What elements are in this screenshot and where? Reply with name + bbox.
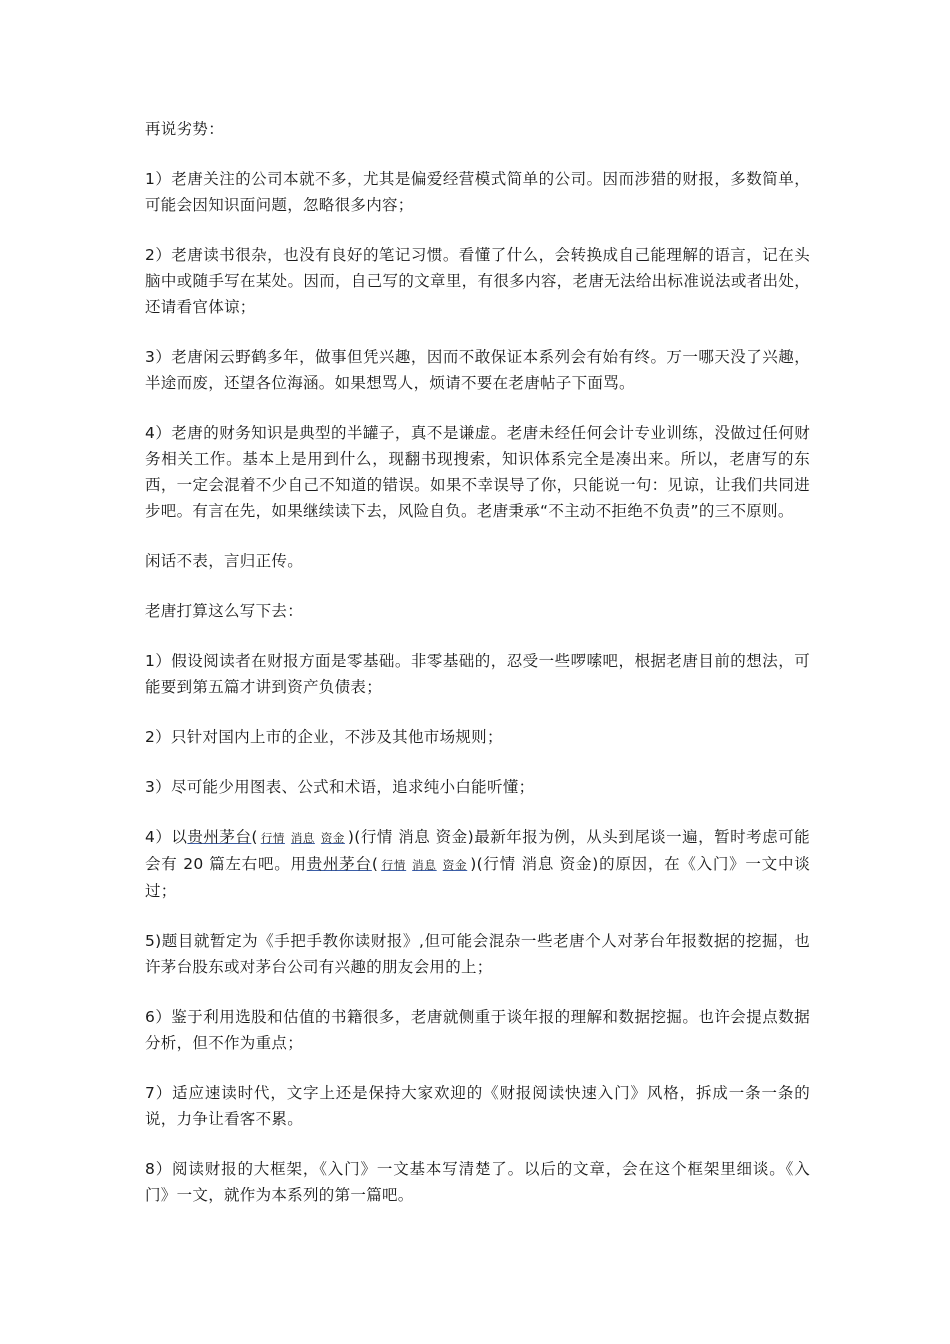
- quote-link[interactable]: 行情: [260, 831, 285, 845]
- quote-link[interactable]: 行情: [381, 858, 407, 872]
- text-segment: (: [371, 855, 379, 873]
- text-segment: 4）以: [145, 828, 188, 846]
- news-link[interactable]: 消息: [290, 831, 315, 845]
- paragraph-plan-1: 1）假设阅读者在财报方面是零基础。非零基础的，忍受一些啰嗦吧，根据老唐目前的想法，可能要到第五篇才讲到资产负债表；: [145, 652, 810, 696]
- paragraph-plan-4: [145, 824, 810, 904]
- paragraph-plan-3: 3）尽可能少用图表、公式和术语，追求纯小白能听懂；: [145, 778, 535, 796]
- paragraph-plan-2: 2）只针对国内上市的企业，不涉及其他市场规则；: [145, 728, 503, 746]
- stock-link-moutai[interactable]: 贵州茅台: [187, 828, 252, 846]
- paragraph-disadvantages-heading: 再说劣势：: [145, 120, 225, 138]
- paragraph-disadvantage-4: 4）老唐的财务知识是典型的半罐子，真不是谦虚。老唐未经任何会计专业训练，没做过任何财务相关工作。基本上是用到什么，现翻书现搜索，知识体系完全是凑出来。所以，老唐写的东西，一定会混着不少自己不知道的错误。如果不幸误导了你，只能说一句：见谅，让我们共同进步吧。有言在先，如果继续读下去，风险自负。老唐秉承“不主动不拒绝不负责”的三不原则。: [145, 424, 810, 520]
- paragraph-disadvantage-2: 2）老唐读书很杂，也没有良好的笔记习惯。看懂了什么，会转换成自己能理解的语言，记在头脑中或随手写在某处。因而，自己写的文章里，有很多内容，老唐无法给出标准说法或者出处，还请看官体谅；: [145, 246, 810, 316]
- paragraph-transition: 闲话不表，言归正传。: [145, 552, 304, 570]
- paragraph-disadvantage-1: 1）老唐关注的公司本就不多，尤其是偏爱经营模式简单的公司。因而涉猎的财报，多数简单，可能会因知识面问题，忽略很多内容；: [145, 170, 810, 214]
- paragraph-disadvantage-3: 3）老唐闲云野鹤多年，做事但凭兴趣，因而不敢保证本系列会有始有终。万一哪天没了兴趣，半途而废，还望各位海涵。如果想骂人，烦请不要在老唐帖子下面骂。: [145, 348, 810, 392]
- paragraph-plan-heading: 老唐打算这么写下去：: [145, 602, 304, 620]
- text-segment: (: [251, 828, 258, 846]
- fund-flow-link[interactable]: 资金: [442, 858, 468, 872]
- stock-link-moutai[interactable]: 贵州茅台: [306, 855, 372, 873]
- paragraph-plan-5: 5)题目就暂定为《手把手教你读财报》,但可能会混杂一些老唐个人对茅台年报数据的挖掘，也许茅台股东或对茅台公司有兴趣的朋友会用的上；: [145, 932, 810, 976]
- news-link[interactable]: 消息: [412, 858, 437, 872]
- paragraph-plan-7: 7）适应速读时代，文字上还是保持大家欢迎的《财报阅读快速入门》风格，拆成一条一条的说，力争让看客不累。: [145, 1084, 810, 1128]
- paragraph-plan-6: 6）鉴于利用选股和估值的书籍很多，老唐就侧重于谈年报的理解和数据挖掘。也许会提点数据分析，但不作为重点；: [145, 1008, 810, 1052]
- text-segment: )(行情 消息 资金)最新年报为例，从头到尾谈一遍，暂时考虑可能会有 20 篇左右吧。用: [145, 828, 810, 873]
- paragraph-plan-8: 8）阅读财报的大框架，《入门》一文基本写清楚了。以后的文章，会在这个框架里细谈。《入门》一文，就作为本系列的第一篇吧。: [145, 1160, 810, 1204]
- fund-flow-link[interactable]: 资金: [320, 831, 345, 845]
- text-segment: )(行情 消息 资金)的原因，在《入门》一文中谈过；: [145, 855, 811, 900]
- article-body: [145, 116, 810, 1232]
